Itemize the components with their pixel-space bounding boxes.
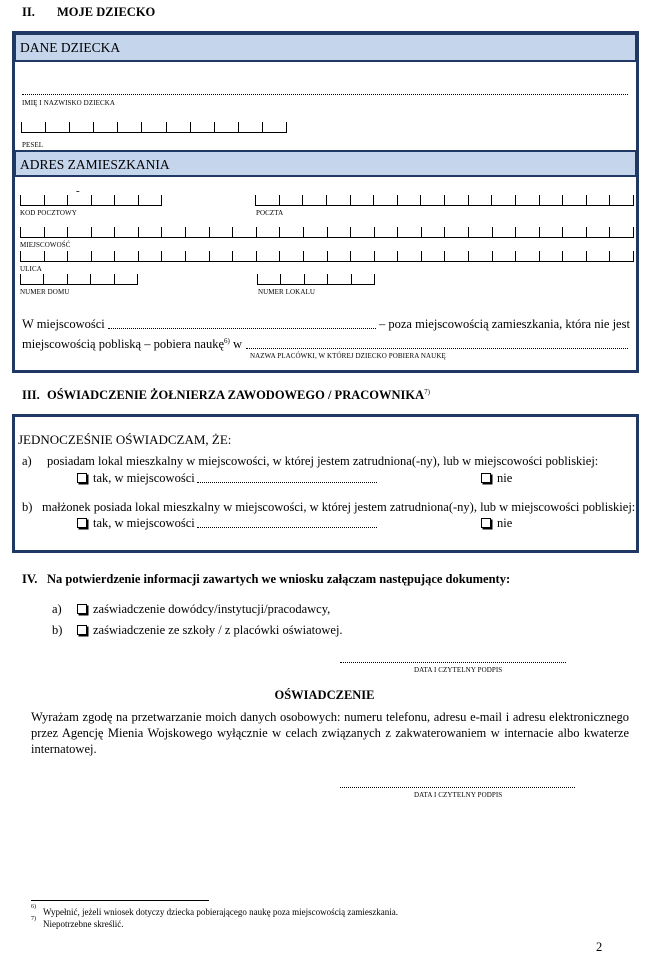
- study-text-end: – poza miejscowością zamieszkania, która nie jest: [379, 317, 630, 331]
- flat-number-label: NUMER LOKALU: [258, 288, 316, 296]
- section-2-title: MOJE DZIECKO: [57, 5, 156, 19]
- item-a-no-label: nie: [497, 471, 513, 485]
- doc-b-label: zaświadczenie ze szkoły / z placówki oświatowej.: [93, 623, 343, 637]
- study-text-w: w: [233, 337, 243, 352]
- child-name-field[interactable]: [22, 94, 628, 95]
- item-b-city-field[interactable]: [197, 527, 377, 528]
- child-name-label: IMIĘ I NAZWISKO DZIECKA: [22, 99, 116, 107]
- section-3-number: III.: [22, 388, 40, 402]
- doc-a-letter: a): [52, 602, 62, 616]
- item-a-no-checkbox[interactable]: [481, 473, 491, 483]
- study-text-line2: [22, 337, 242, 352]
- doc-a-label: zaświadczenie dowódcy/instytucji/pracodawcy,: [93, 602, 331, 616]
- statement-signature-field[interactable]: [340, 787, 575, 788]
- item-a-yes-label: tak, w miejscowości: [93, 471, 195, 485]
- school-name-label: NAZWA PLACÓWKI, W KTÓREJ DZIECKO POBIERA NAUKĘ: [250, 352, 446, 360]
- footnote-ref-6: 6): [224, 337, 230, 345]
- item-a-yes-checkbox[interactable]: [77, 473, 87, 483]
- footnote-7-mark: 7): [31, 916, 36, 922]
- street-field[interactable]: [20, 251, 634, 262]
- statement-text: Wyrażam zgodę na przetwarzanie moich danych osobowych: numeru telefonu, adresu e-mail i adresu elektronicznego przez Agencję Mienia Wojskowego wyłącznie w celach związanych z zakwaterowaniem w internacie albo kwaterze internatowej.: [31, 710, 629, 756]
- study-text-line2-main: miejscowością pobliską – pobiera naukę: [22, 337, 225, 352]
- section-3-title-text: OŚWIADCZENIE ŻOŁNIERZA ZAWODOWEGO / PRACOWNIKA: [47, 388, 425, 403]
- footnote-separator: [31, 900, 209, 901]
- section-4-title: Na potwierdzenie informacji zawartych we wniosku załączam następujące dokumenty:: [47, 572, 511, 586]
- section-4-signature-field[interactable]: [340, 662, 566, 663]
- section-3-title: [47, 388, 430, 403]
- item-b-no-checkbox[interactable]: [481, 518, 491, 528]
- footnote-7-text: Niepotrzebne skreślić.: [43, 919, 124, 929]
- address-header: ADRES ZAMIESZKANIA: [14, 150, 637, 177]
- section-2-number: II.: [22, 5, 35, 19]
- footnote-6-text: Wypełnić, jeżeli wniosek dotyczy dziecka pobierającego naukę poza miejscowością zamieszkania.: [43, 907, 399, 917]
- house-number-field[interactable]: [20, 274, 138, 285]
- study-city-field[interactable]: [108, 328, 376, 329]
- pesel-label: PESEL: [22, 141, 44, 149]
- item-a-text: posiadam lokal mieszkalny w miejscowości, w której jestem zatrudniona(-ny), lub w miejscowości pobliskiej:: [47, 454, 599, 468]
- house-number-label: NUMER DOMU: [20, 288, 70, 296]
- postal-code-dash: -: [76, 185, 80, 197]
- pesel-field[interactable]: [21, 122, 287, 133]
- item-b-letter: b): [22, 500, 33, 514]
- study-text-start: W miejscowości: [22, 317, 105, 331]
- item-b-yes-checkbox[interactable]: [77, 518, 87, 528]
- page-number: 2: [596, 940, 603, 954]
- school-name-field[interactable]: [246, 348, 628, 349]
- city-field[interactable]: [20, 227, 634, 238]
- section-4-signature-label: DATA I CZYTELNY PODPIS: [414, 666, 503, 674]
- city-label: MIEJSCOWOŚĆ: [20, 241, 71, 249]
- item-a-city-field[interactable]: [197, 482, 377, 483]
- child-data-header: DANE DZIECKA: [14, 33, 637, 62]
- section-4-number: IV.: [22, 572, 38, 586]
- item-b-text: małżonek posiada lokal mieszkalny w miejscowości, w której jestem zatrudniona(-ny), lub w miejscowości pobliskiej:: [42, 500, 636, 514]
- street-label: ULICA: [20, 265, 42, 273]
- item-a-letter: a): [22, 454, 32, 468]
- item-b-yes: [77, 516, 195, 531]
- item-b-yes-label: tak, w miejscowości: [93, 516, 195, 530]
- doc-b-letter: b): [52, 623, 63, 637]
- doc-a: [77, 602, 330, 617]
- doc-a-checkbox[interactable]: [77, 604, 87, 614]
- item-b-no: [481, 516, 512, 531]
- item-a-no: [481, 471, 512, 486]
- doc-b-checkbox[interactable]: [77, 625, 87, 635]
- flat-number-field[interactable]: [257, 274, 375, 285]
- post-office-field[interactable]: [255, 195, 634, 206]
- postal-code-field[interactable]: [20, 195, 162, 206]
- post-office-label: POCZTA: [256, 209, 284, 217]
- footnote-6-mark: 6): [31, 904, 36, 910]
- footnote-ref-7: 7): [424, 388, 430, 396]
- item-a-yes: [77, 471, 195, 486]
- statement-title: OŚWIADCZENIE: [274, 688, 375, 702]
- declaration-intro: JEDNOCZEŚNIE OŚWIADCZAM, ŻE:: [18, 432, 232, 447]
- postal-code-label: KOD POCZTOWY: [20, 209, 77, 217]
- item-b-no-label: nie: [497, 516, 513, 530]
- doc-b: [77, 623, 343, 638]
- statement-signature-label: DATA I CZYTELNY PODPIS: [414, 791, 503, 799]
